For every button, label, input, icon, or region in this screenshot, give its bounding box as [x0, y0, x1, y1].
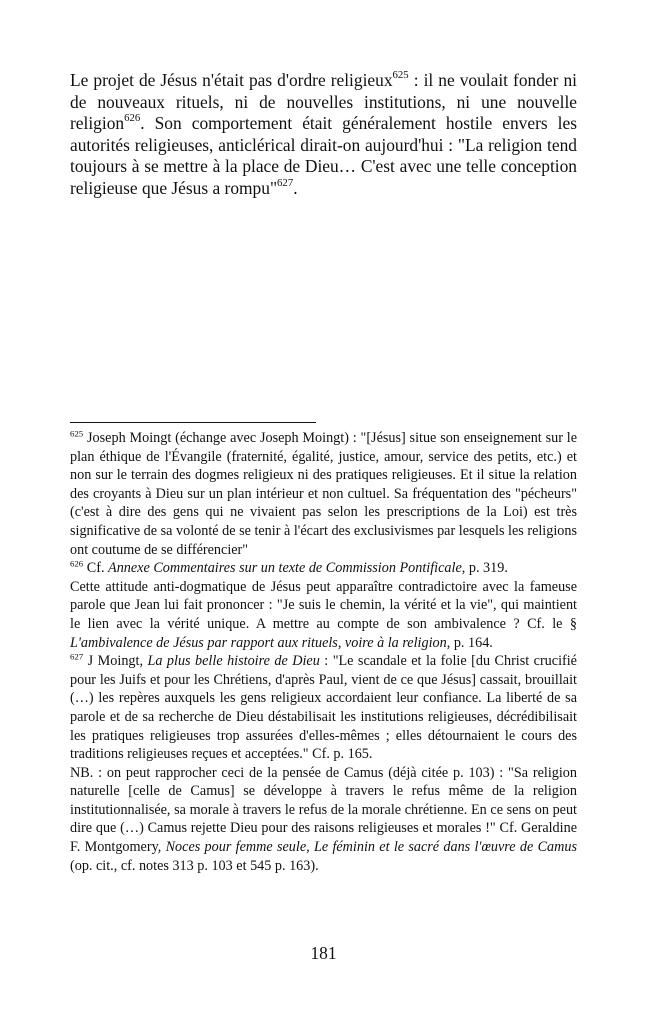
- footnote-number: 625: [70, 428, 84, 439]
- footnote-number: 627: [70, 651, 84, 662]
- footnote-number: 626: [70, 558, 84, 569]
- main-text-segment: .: [293, 177, 298, 198]
- footnote-ref-625[interactable]: 625: [392, 69, 409, 82]
- footnote-text: Cf.: [83, 560, 109, 577]
- footnote-ref-626[interactable]: 626: [124, 112, 141, 125]
- cited-title: Annexe Commentaires sur un texte de Commission Pontificale: [108, 560, 462, 577]
- footnote-626-continuation: [70, 578, 577, 652]
- page-number: 181: [310, 943, 337, 963]
- footnote-625: [70, 429, 577, 559]
- footnote-text: , p. 164.: [446, 634, 493, 651]
- footnote-627-nb: [70, 764, 577, 876]
- footnote-text: Cette attitude anti-dogmatique de Jésus peut apparaître contradictoire avec la fameuse parole que Jean lui fait prononcer : "Je suis le chemin, la vérité et la vie", qui maintient le lien avec la vérité unique. A mettre au compte de son ambivalence ? Cf. le §: [70, 578, 577, 632]
- footnote-text: , p. 319.: [461, 560, 508, 577]
- footnote-text: (op. cit., cf. notes 313 p. 103 et 545 p. 163).: [70, 857, 319, 874]
- main-text-segment: . Son comportement était généralement hostile envers les autorités religieuses, anticlérical dirait-on aujourd'hui : "La religion tend toujours à se mettre à la place de Dieu… C'est avec une telle conception religieuse que Jésus a rompu": [70, 113, 577, 198]
- main-paragraph: [70, 70, 577, 200]
- cited-section-title: L'ambivalence de Jésus par rapport aux rituels, voire à la religion: [70, 634, 447, 651]
- footnote-627: [70, 652, 577, 764]
- footnote-text: NB. : on peut rapprocher ceci de la pensée de Camus (déjà citée p. 103) : "Sa religion naturelle [celle de Camus] se développe à travers le refus même de la religion institutionnalisée, sa morale à travers le refus de la morale chrétienne. En ce sens on peut dire que (…) Camus rejette Dieu pour des raisons religieuses et morales !" Cf. Geraldine F. Montgomery,: [70, 764, 577, 856]
- footnote-text: : "Le scandale et la folie [du Christ crucifié pour les Juifs et pour les Chrétiens, d'après Paul, vient de ce que Jésus] cassait, brouillait (…) les repères auxquels les gens religieux accordaient leur confiance. La liberté de sa parole et de sa recherche de Dieu déstabilisait les institutions religieuses, décrédibilisait les pratiques religieuses trop assurées d'elles-mêmes ; elles détournaient le cours des traditions religieuses reçues et acceptées." Cf. p. 165.: [70, 653, 577, 763]
- main-text-segment: : il ne voulait fonder ni de nouveaux rituels, ni de nouvelles institutions, ni une nouvelle religion: [70, 70, 577, 134]
- footnote-text: J Moingt,: [83, 653, 148, 670]
- footnote-626: [70, 559, 577, 578]
- footnotes-section: [70, 429, 577, 875]
- main-text-segment: Le projet de Jésus n'était pas d'ordre religieux: [70, 70, 393, 90]
- cited-title: La plus belle histoire de Dieu: [147, 653, 320, 670]
- footnote-text: Joseph Moingt (échange avec Joseph Moingt) : "[Jésus] situe son enseignement sur le plan éthique de l'Évangile (fraternité, égalité, justice, amour, service des petits, etc.) et non sur le terrain des dogmes religieux ni des pratiques religieuses. Et il situe la relation des croyants à Dieu sur un plan intérieur et non cultuel. Sa fréquentation des "pécheurs" (c'est à dire des gens qui ne vivaient pas selon les prescriptions de la Loi) est très significative de sa volonté de se tenir à l'écart des exclusivismes par lesquels les religions ont coutume de se différencier": [70, 430, 577, 558]
- footnote-ref-627[interactable]: 627: [277, 177, 294, 190]
- footnote-separator: [70, 422, 316, 423]
- cited-title: Noces pour femme seule, Le féminin et le sacré dans l'œuvre de Camus: [165, 839, 577, 856]
